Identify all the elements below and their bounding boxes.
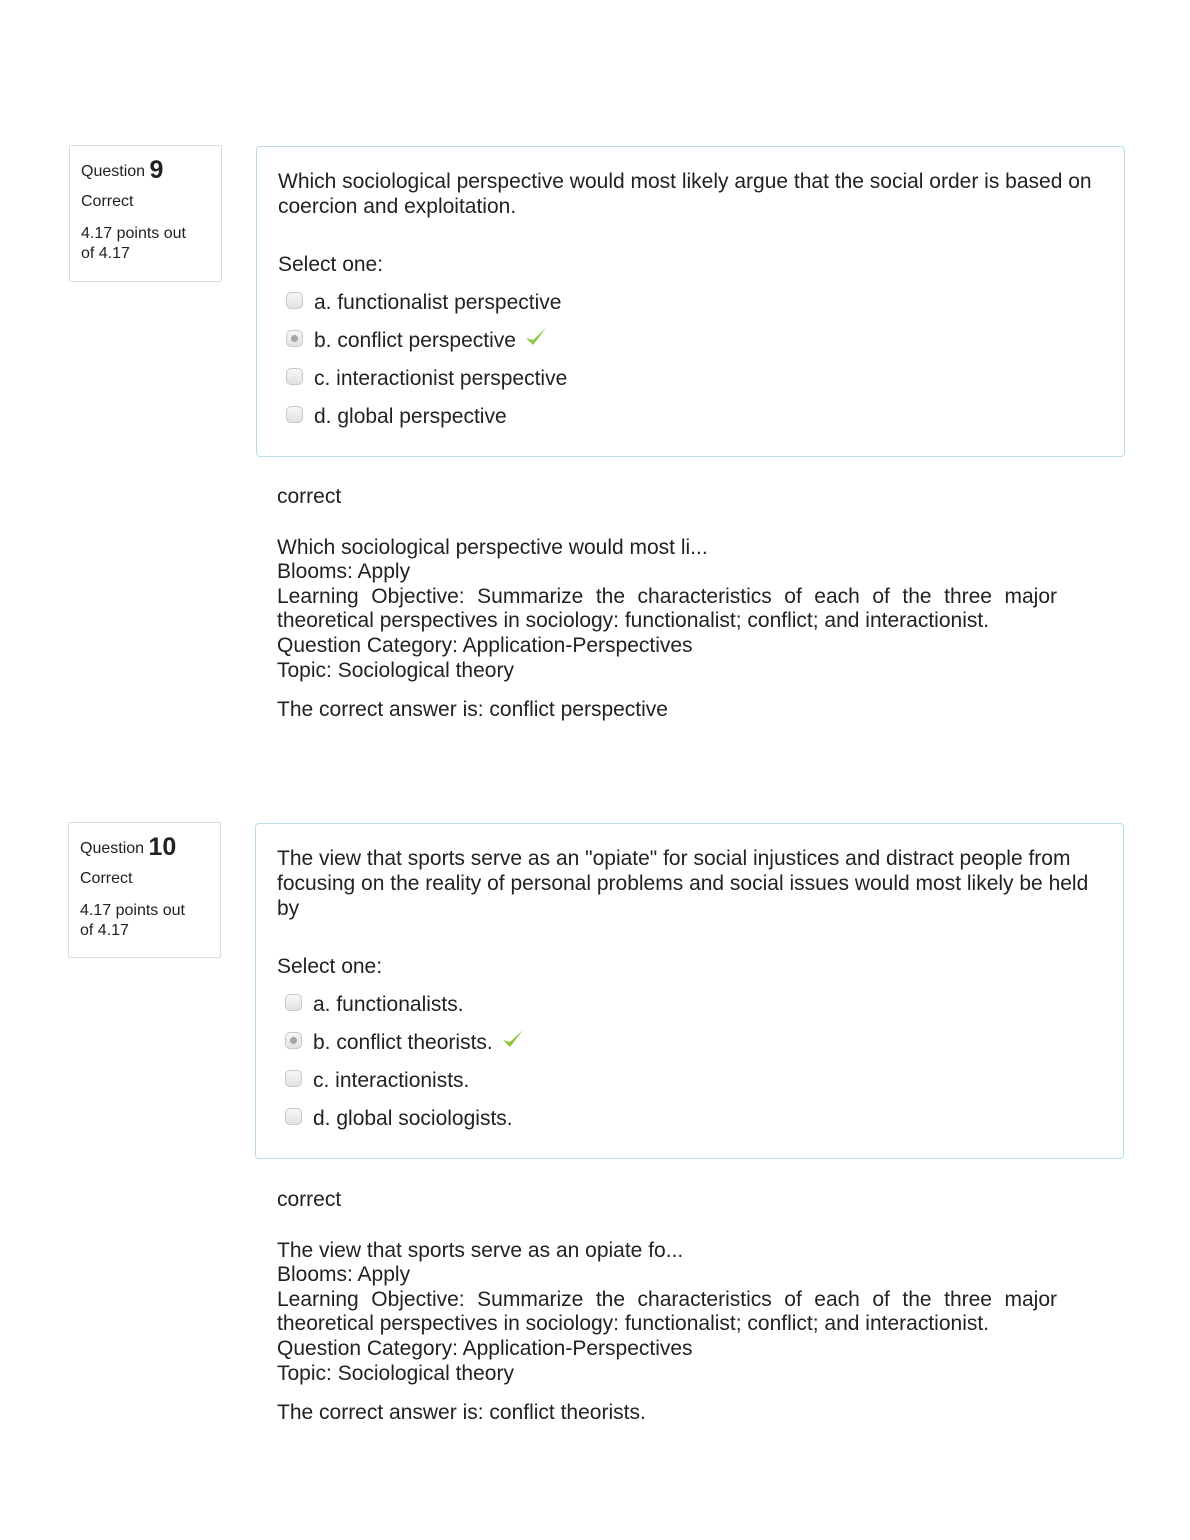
check-icon <box>524 325 548 355</box>
feedback-line: Topic: Sociological theory <box>277 658 514 682</box>
answer-option-d[interactable] <box>285 1099 1102 1137</box>
question-outcome <box>277 485 1057 723</box>
question-info <box>69 145 222 282</box>
answer-option-a[interactable] <box>286 283 1103 321</box>
radio-icon[interactable] <box>286 406 303 423</box>
feedback-line: Which sociological perspective would most li... <box>277 535 708 559</box>
answer-option-b[interactable] <box>285 1023 1102 1061</box>
option-label: c. interactionist perspective <box>314 366 568 390</box>
question-formulation <box>255 823 1124 1159</box>
option-label: d. global perspective <box>314 404 507 428</box>
question-outcome <box>277 1188 1057 1426</box>
feedback-line: Learning Objective: Summarize the characteristics of each of the three major theoretical perspectives in sociology: functionalist; conflict; and interactionist. <box>277 1287 1057 1336</box>
question-info <box>68 822 221 958</box>
select-prompt: Select one: <box>278 253 384 276</box>
answer-option-c[interactable] <box>286 359 1103 397</box>
radio-icon[interactable] <box>286 292 303 309</box>
answer-option-a[interactable] <box>285 985 1102 1023</box>
general-feedback <box>277 536 1057 684</box>
radio-icon[interactable] <box>285 1108 302 1125</box>
feedback-line: Learning Objective: Summarize the characteristics of each of the three major theoretical perspectives in sociology: functionalist; conflict; and interactionist. <box>277 584 1057 633</box>
question-state: Correct <box>81 193 134 210</box>
question-number: Question 10 <box>80 833 177 861</box>
option-label: c. interactionists. <box>313 1068 470 1092</box>
question-formulation <box>256 146 1125 457</box>
radio-icon[interactable] <box>285 994 302 1011</box>
feedback-line: Blooms: Apply <box>277 560 411 584</box>
right-answer: The correct answer is: conflict perspective <box>277 698 668 722</box>
answer-options <box>286 283 1103 435</box>
feedback-line: Blooms: Apply <box>277 1263 411 1287</box>
check-icon <box>501 1027 525 1057</box>
feedback-line: Question Category: Application-Perspectives <box>277 1336 693 1360</box>
option-label: d. global sociologists. <box>313 1106 513 1130</box>
question-grade: 4.17 points out of 4.17 <box>81 225 186 262</box>
radio-icon[interactable] <box>285 1070 302 1087</box>
feedback-line: Question Category: Application-Perspectives <box>277 633 693 657</box>
option-label: b. conflict theorists. <box>313 1030 493 1054</box>
general-feedback <box>277 1239 1057 1387</box>
question-number: Question 9 <box>81 156 164 184</box>
feedback-line: Topic: Sociological theory <box>277 1361 514 1385</box>
answer-option-c[interactable] <box>285 1061 1102 1099</box>
answer-option-d[interactable] <box>286 397 1103 435</box>
feedback-line: The view that sports serve as an opiate fo... <box>277 1238 684 1262</box>
answer-options <box>285 985 1102 1137</box>
question-number-value: 10 <box>148 833 177 861</box>
right-answer: The correct answer is: conflict theorists. <box>277 1401 646 1425</box>
question-grade: 4.17 points out of 4.17 <box>80 902 185 939</box>
answer-option-b[interactable] <box>286 321 1103 359</box>
question-text: The view that sports serve as an "opiate" for social injustices and distract people from focusing on the reality of personal problems and social issues would most likely be held by <box>277 847 1089 920</box>
question-state: Correct <box>80 870 133 887</box>
select-prompt: Select one: <box>277 955 383 978</box>
radio-icon[interactable] <box>286 368 303 385</box>
option-label: a. functionalist perspective <box>314 290 562 314</box>
question-number-value: 9 <box>149 156 164 184</box>
specific-feedback: correct <box>277 1188 342 1211</box>
question-text: Which sociological perspective would most likely argue that the social order is based on coercion and exploitation. <box>278 170 1092 218</box>
option-label: b. conflict perspective <box>314 328 516 352</box>
option-label: a. functionalists. <box>313 992 464 1016</box>
radio-icon[interactable] <box>285 1032 302 1049</box>
radio-icon[interactable] <box>286 330 303 347</box>
specific-feedback: correct <box>277 485 342 508</box>
